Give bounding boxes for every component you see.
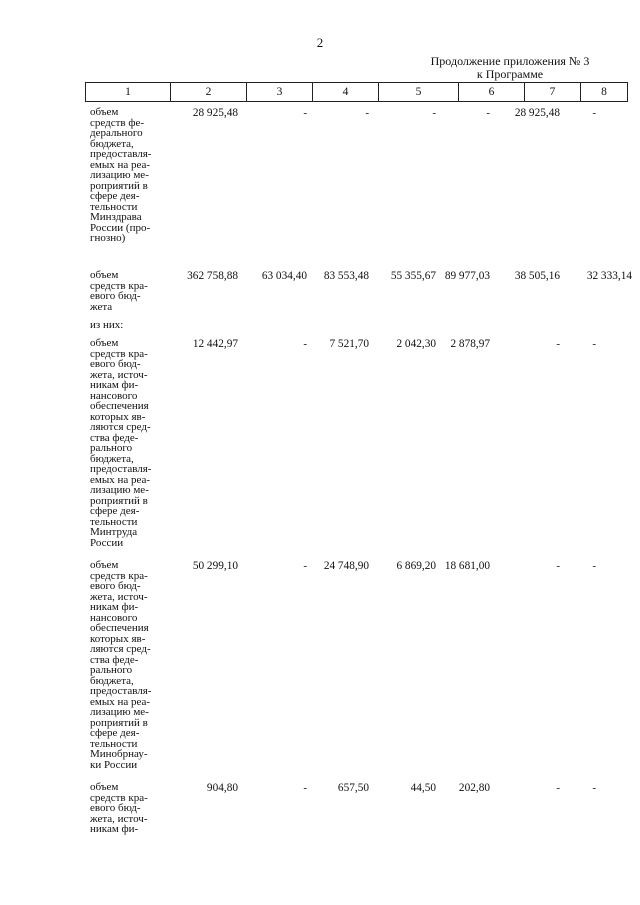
cell-col8: - — [592, 107, 596, 119]
cell-col7: 28 925,48 — [514, 107, 560, 119]
cell-col7: 38 505,16 — [514, 270, 560, 282]
cell-col3: - — [303, 107, 307, 119]
cell-col3: - — [303, 782, 307, 794]
cell-col2: 904,80 — [206, 782, 238, 794]
column-header-8: 8 — [601, 86, 607, 98]
column-header-5: 5 — [379, 83, 459, 101]
cell-col4: 657,50 — [337, 782, 369, 794]
column-header-3: 3 — [247, 83, 313, 101]
cell-col8: 32 333,14 — [586, 270, 632, 282]
column-header-1: 1 — [86, 83, 171, 101]
column-header-4: 4 — [313, 83, 379, 101]
row-label: объем средств кра- евого бюд- жета, источ- никам фи- нансового обеспечения которых яв- ляются сред- ства феде- рального бюджета, предоставля- емых на реа- лизацию ме- роприятий в сфере дея- тельности Минобрнау- ки России — [90, 559, 152, 771]
cell-col6: 18 681,00 — [444, 560, 490, 572]
cell-col6: 89 977,03 — [444, 270, 490, 282]
cell-col7: - — [556, 338, 560, 350]
caption-line-2: к Программе — [476, 67, 544, 81]
cell-col4: 83 553,48 — [323, 270, 369, 282]
cell-col6: 202,80 — [458, 782, 490, 794]
cell-col2: 28 925,48 — [192, 107, 238, 119]
cell-col3: 63 034,40 — [261, 270, 307, 282]
cell-col8: - — [592, 338, 596, 350]
cell-col5: - — [432, 107, 436, 119]
cell-col5: 6 869,20 — [396, 560, 436, 572]
cell-col5: 55 355,67 — [390, 270, 436, 282]
table-header-row — [85, 82, 628, 102]
cell-col8: - — [592, 782, 596, 794]
column-header-7: 7 — [525, 83, 581, 101]
row-label: объем средств кра- евого бюд- жета — [90, 269, 148, 313]
cell-col4: 7 521,70 — [329, 338, 369, 350]
cell-col2: 12 442,97 — [192, 338, 238, 350]
cell-col6: 2 878,97 — [450, 338, 490, 350]
cell-col4: 24 748,90 — [323, 560, 369, 572]
cell-col6: - — [486, 107, 490, 119]
appendix-caption — [420, 55, 600, 81]
caption-line-1: Продолжение приложения № 3 — [430, 54, 590, 68]
row-label: объем средств кра- евого бюд- жета, источ- никам фи- нансового обеспечения которых яв- ляются сред- ства феде- рального бюджета, предоставля- емых на реа- лизацию ме- роприятий в сфере дея- тельности Минтруда России — [90, 337, 152, 549]
page-number: 2 — [316, 35, 324, 50]
cell-col2: 50 299,10 — [192, 560, 238, 572]
cell-col7: - — [556, 782, 560, 794]
row-label: объем средств фе- дерального бюджета, предоставля- емых на реа- лизацию ме- роприятий в сфере дея- тельности Минздрава России (про- гнозно) — [90, 106, 152, 244]
cell-col3: - — [303, 560, 307, 572]
column-header-2: 2 — [171, 83, 247, 101]
cell-col4: - — [365, 107, 369, 119]
cell-col5: 44,50 — [410, 782, 436, 794]
cell-col5: 2 042,30 — [396, 338, 436, 350]
cell-col2: 362 758,88 — [187, 270, 238, 282]
cell-col7: - — [556, 560, 560, 572]
row-label: из них: — [90, 319, 124, 331]
cell-col3: - — [303, 338, 307, 350]
column-header-6: 6 — [459, 83, 525, 101]
row-label: объем средств кра- евого бюд- жета, источ- никам фи- — [90, 781, 148, 835]
cell-col8: - — [592, 560, 596, 572]
